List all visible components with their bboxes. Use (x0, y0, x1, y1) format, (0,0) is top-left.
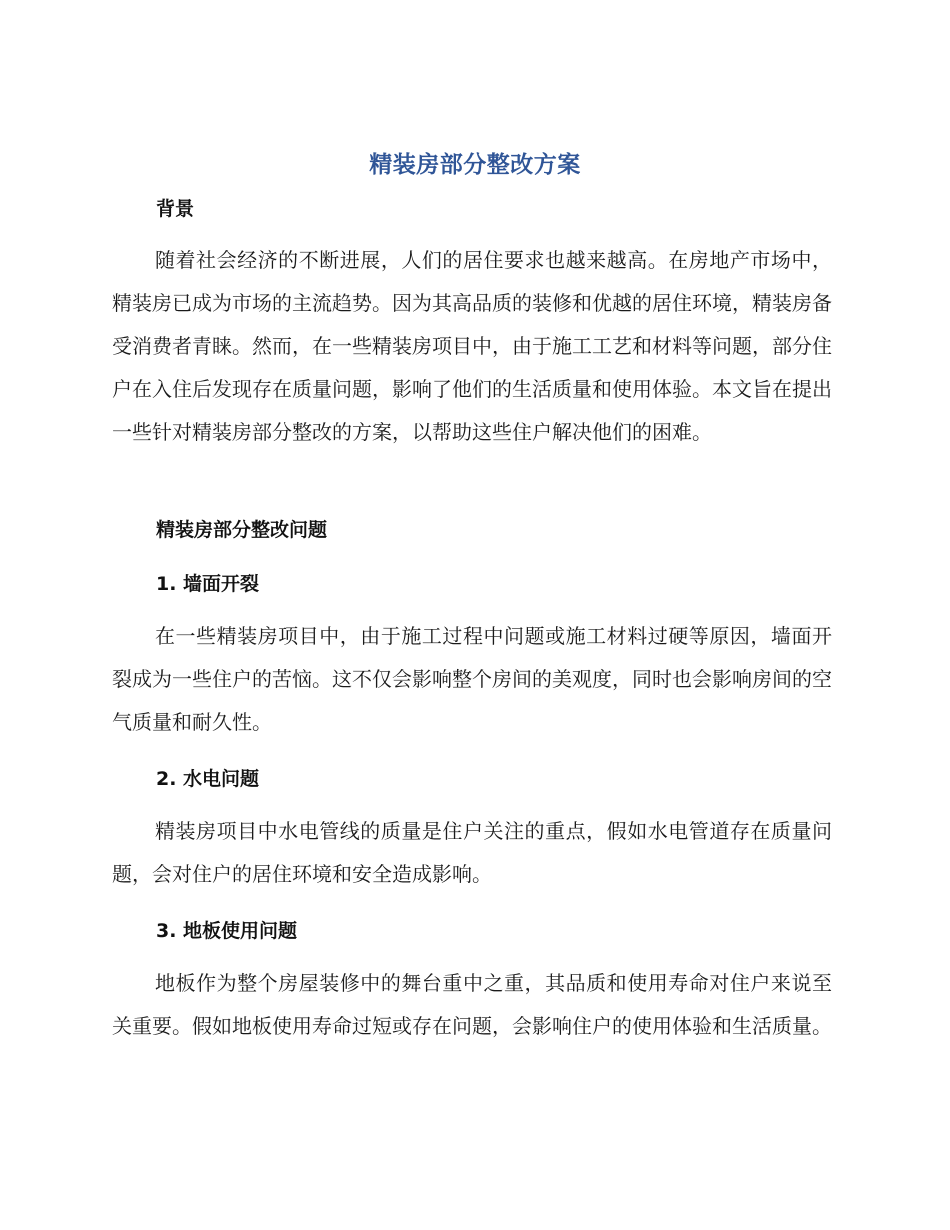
section-heading-background: 背景 (156, 198, 195, 220)
paragraph-flooring: 地板作为整个房屋装修中的舞台重中之重，其品质和使用寿命对住户来说至关重要。假如地板使用寿命过短或存在问题，会影响住户的使用体验和生活质量。 (112, 971, 832, 1038)
section-heading-wall-cracks: 1. 墙面开裂 (156, 573, 260, 595)
paragraph-plumbing-electrical: 精装房项目中水电管线的质量是住户关注的重点，假如水电管道存在质量问题，会对住户的居住环境和安全造成影响。 (112, 819, 832, 886)
section-heading-issues: 精装房部分整改问题 (156, 519, 328, 541)
paragraph-wall-cracks: 在一些精装房项目中，由于施工过程中问题或施工材料过硬等原因，墙面开裂成为一些住户的苦恼。这不仅会影响整个房间的美观度，同时也会影响房间的空气质量和耐久性。 (112, 624, 832, 734)
document-title: 精装房部分整改方案 (369, 152, 581, 178)
section-heading-plumbing-electrical: 2. 水电问题 (156, 768, 260, 790)
section-heading-flooring: 3. 地板使用问题 (156, 920, 298, 942)
paragraph-background: 随着社会经济的不断进展，人们的居住要求也越来越高。在房地产市场中，精装房已成为市场的主流趋势。因为其高品质的装修和优越的居住环境，精装房备受消费者青睐。然而，在一些精装房项目中，由于施工工艺和材料等问题，部分住户在入住后发现存在质量问题，影响了他们的生活质量和使用体验。本文旨在提出一些针对精装房部分整改的方案，以帮助这些住户解决他们的困难。 (112, 248, 832, 444)
